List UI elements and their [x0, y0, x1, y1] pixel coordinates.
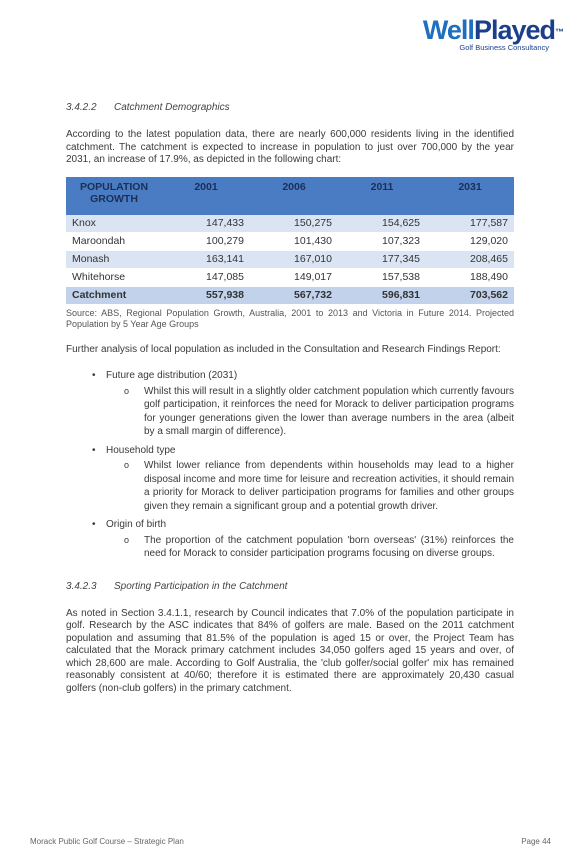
intro-paragraph: According to the latest population data, there are nearly 600,000 residents living in the identified catchment. The catchment is expected to increase in population to just over 700,000 by the year 2031, an increase of 17.9%, as depicted in the following chart: [66, 129, 514, 165]
section-title: Sporting Participation in the Catchment [114, 580, 288, 592]
table-total-row [66, 286, 514, 304]
sub-list-item: o The proportion of the catchment population 'born overseas' (31%) reinforces the need for Morack to consider participation programs focusing on diverse groups. [106, 534, 514, 561]
table-header: 2001 [194, 180, 218, 193]
table-header: 2011 [370, 180, 394, 193]
table-cell: Catchment [66, 286, 162, 304]
list-item [66, 445, 514, 514]
sub-list-item: o Whilst this will result in a slightly older catchment population which currently favours golf participation, it reinforces the need for Morack to deliver participation programs for younger generations given the lower than average numbers in the area (albeit by a small margin of difference). [106, 385, 514, 439]
table-row [66, 215, 514, 233]
table-cell: 147,433 [162, 215, 250, 233]
further-analysis-paragraph: Further analysis of local population as included in the Consultation and Research Findings Report: [66, 343, 501, 355]
table-row [66, 232, 514, 250]
table-cell: 101,430 [250, 232, 338, 250]
table-cell: Whitehorse [66, 268, 162, 286]
bullet-label: Origin of birth [106, 519, 167, 530]
table-cell: 596,831 [338, 286, 426, 304]
logo-wordmark: WellPlayed™ [422, 15, 563, 45]
section-number: 3.4.2.2 [66, 102, 97, 113]
table-header: POPULATION GROWTH [79, 180, 149, 205]
bullet-label: Household type [106, 444, 176, 456]
table-cell: 100,279 [162, 232, 250, 250]
list-item [66, 370, 514, 439]
table-header-row [66, 177, 514, 215]
participation-paragraph: As noted in Section 3.4.1.1, research by Council indicates that 7.0% of the population participate in golf. Research by the ASC indicates that 84% of golfers are male. Based on the 2011 catchment population and assuming that 81.5% of the population is aged 15 or over, the Project Team has calculated that the Morack primary catchment includes 34,050 golfers aged 15 years and over, of which 28,600 are male. According to Golf Australia, the 'club golfer/social golfer' mix has remained reasonably consistent at 40/60; therefore it is estimated there are approximately 20,430 casual golfers (non-club golfers) in the primary catchment. [66, 607, 514, 694]
footer-page-number: Page 44 [521, 837, 551, 846]
wellplayed-logo [413, 16, 563, 52]
table-cell: 154,625 [338, 215, 426, 233]
section-heading [66, 102, 514, 113]
findings-list [66, 370, 514, 561]
table-cell: Maroondah [66, 232, 162, 250]
table-source-note: Source: ABS, Regional Population Growth, Australia, 2001 to 2013 and Victoria in Future 2014. Projected Population by 5 Year Age Groups [66, 307, 514, 329]
page-content [66, 102, 514, 695]
table-cell: 177,587 [426, 215, 514, 233]
table-cell: 150,275 [250, 215, 338, 233]
footer-document-title: Morack Public Golf Course – Strategic Plan [30, 837, 184, 846]
table-cell: 177,345 [338, 250, 426, 268]
table-cell: 167,010 [250, 250, 338, 268]
table-cell: 149,017 [250, 268, 338, 286]
table-header: 2031 [458, 180, 482, 193]
table-cell: 157,538 [338, 268, 426, 286]
list-item [66, 519, 514, 561]
logo-tagline: Golf Business Consultancy [459, 43, 549, 52]
sub-list-item: o Whilst lower reliance from dependents within households may lead to a higher disposal income and more time for leisure and recreation activities, it should remain a priority for Morack to deliver participation programs for families and other groups given they remain a significant group and a potential growth driver. [106, 459, 514, 513]
table-cell: 703,562 [426, 286, 514, 304]
table-cell: 188,490 [426, 268, 514, 286]
table-cell: 567,732 [250, 286, 338, 304]
table-cell: 107,323 [338, 232, 426, 250]
bullet-label: Future age distribution (2031) [106, 370, 238, 381]
table-cell: 163,141 [162, 250, 250, 268]
table-cell: Knox [66, 215, 162, 233]
table-header: 2006 [282, 180, 306, 193]
table-cell: 147,085 [162, 268, 250, 286]
table-cell: Monash [66, 250, 162, 268]
table-row [66, 268, 514, 286]
section-title: Catchment Demographics [114, 102, 230, 113]
population-growth-table [66, 177, 514, 305]
section-heading [66, 581, 514, 592]
section-number: 3.4.2.3 [66, 580, 97, 592]
table-row [66, 250, 514, 268]
table-cell: 208,465 [426, 250, 514, 268]
table-cell: 129,020 [426, 232, 514, 250]
table-cell: 557,938 [162, 286, 250, 304]
